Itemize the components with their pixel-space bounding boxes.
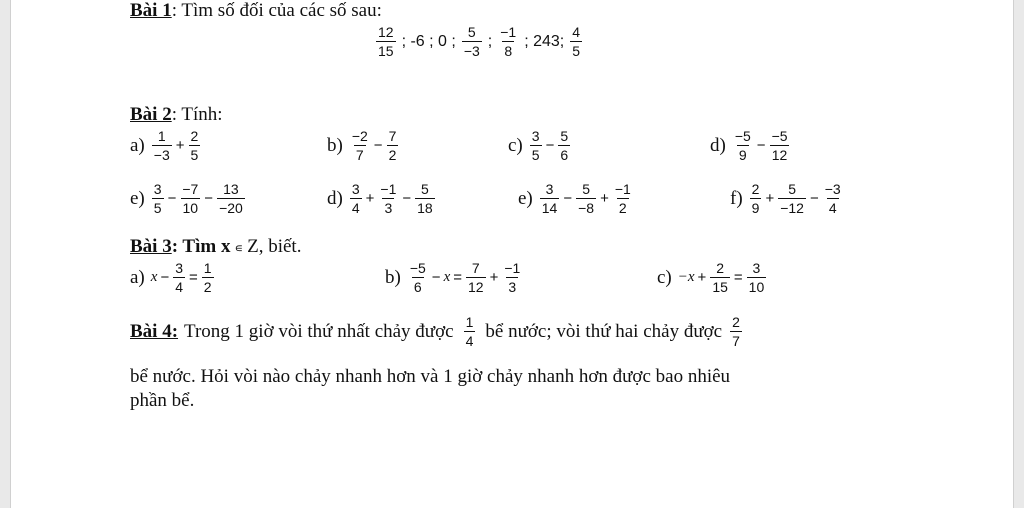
separator-text: ;: [487, 32, 493, 50]
bai1-title: Bài 1: [130, 0, 172, 21]
bai2-item-e: e) $\frac{3}{5}$ − $\frac{-7}{10}$ − $\frac{13}{-20}$: [130, 181, 243, 216]
bai4-line-3: phần bể.: [130, 390, 195, 411]
fraction: $\frac{4}{5}$: [572, 24, 581, 59]
bai3-item-b: b) $\frac{-5}{6}$ − x = $\frac{7}{12}$ + $\frac{-1}{3}$: [385, 260, 521, 295]
bai2-item-f: f) $\frac{2}{9}$ + $\frac{5}{-12}$ − $\frac{-3}{4}$: [730, 181, 841, 216]
fraction: $\frac{5}{-3}$: [463, 24, 480, 59]
document-page: [10, 0, 1014, 508]
bai2-item-d-second: d) $\frac{3}{4}$ + $\frac{-1}{3}$ − $\frac{5}{18}$: [327, 181, 433, 216]
bai2-text: : Tính:: [171, 104, 223, 125]
bai2-item-e-second: e) $\frac{3}{14}$ − $\frac{5}{-8}$ + $\frac{-1}{2}$: [518, 181, 631, 216]
element-of-symbol: ∊: [234, 241, 244, 255]
bai2-heading: [130, 104, 223, 126]
bai4-text-2: bể nước; vòi thứ hai chảy được: [485, 320, 723, 342]
fraction: $\frac{12}{15}$: [378, 24, 394, 59]
bai3-heading: [130, 236, 301, 258]
bai4-line-1: [130, 314, 745, 349]
bai4-line-2: bể nước. Hỏi vòi nào chảy nhanh hơn và 1 giờ chảy nhanh hơn được bao nhiêu: [130, 366, 731, 387]
bai2-title: Bài 2: [130, 104, 172, 125]
bai2-item-a: a) $\frac{1}{-3}$ + $\frac{2}{5}$: [130, 128, 199, 163]
bai2-item-b: b) $\frac{-2}{7}$ − $\frac{7}{2}$: [327, 128, 397, 163]
fraction: $\frac{1}{4}$: [465, 314, 474, 349]
fraction: $\frac{-1}{8}$: [500, 24, 517, 59]
bai3-title: Bài 3: [130, 236, 172, 257]
separator-text: ; 243;: [524, 32, 565, 50]
bai3-text: Z, biết.: [247, 236, 302, 257]
bai3-bold-text: : Tìm x: [171, 236, 231, 257]
bai1-heading: [130, 0, 382, 22]
bai1-text: : Tìm số đối của các số sau:: [171, 0, 382, 21]
bai3-item-a: a) x − $\frac{3}{4}$ = $\frac{1}{2}$: [130, 260, 212, 295]
fraction: $\frac{2}{7}$: [732, 314, 740, 349]
bai2-item-c: c) $\frac{3}{5}$ − $\frac{5}{6}$: [508, 128, 569, 163]
bai1-numbers: [373, 24, 585, 59]
bai4-text-1: Trong 1 giờ vòi thứ nhất chảy được: [184, 320, 454, 342]
separator-text: ; -6 ; 0 ;: [401, 32, 456, 50]
bai3-item-c: c) −x + $\frac{2}{15}$ = $\frac{3}{10}$: [657, 260, 765, 295]
bai4-title: Bài 4:: [130, 320, 179, 342]
bai2-item-d: d) $\frac{-5}{9}$ − $\frac{-5}{12}$: [710, 128, 788, 163]
